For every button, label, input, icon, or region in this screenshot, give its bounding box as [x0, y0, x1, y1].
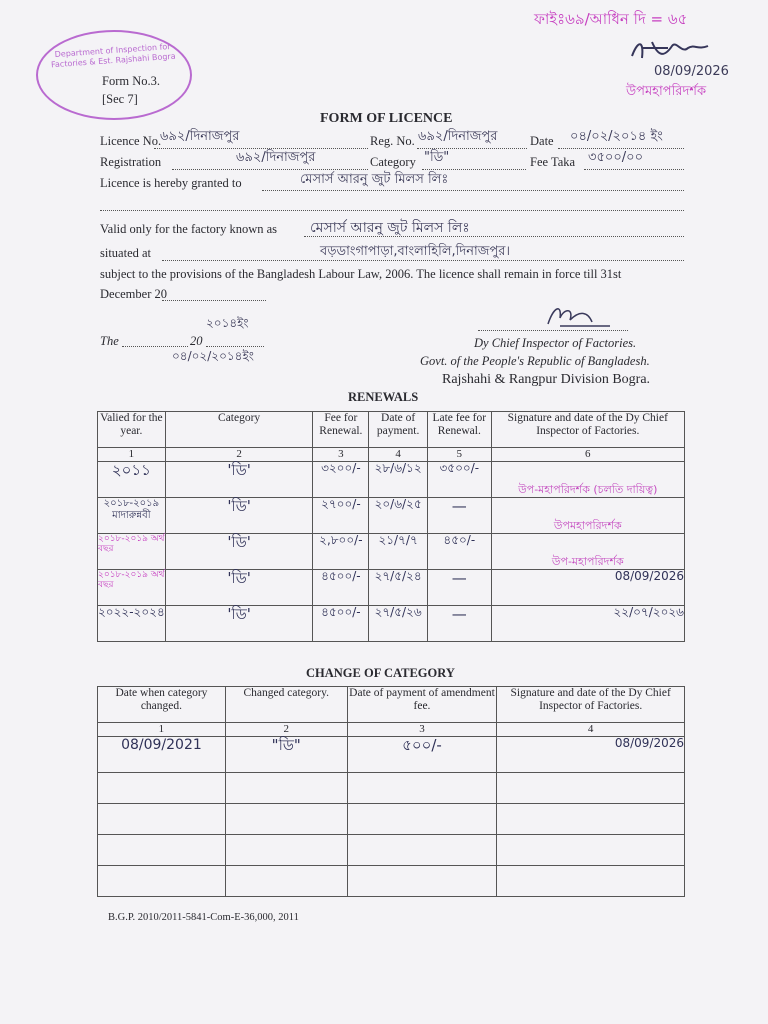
col-number: 6: [491, 448, 684, 462]
date-value: ০৪/০২/২০১৪ ইং: [570, 129, 663, 144]
renewal-signature: উপ-মহাপরিদর্শক: [491, 534, 684, 570]
change-table: [97, 686, 685, 897]
valid-value: মেসার্স আরনু জুট মিলস লিঃ: [310, 220, 470, 236]
renewal-date: ২৮/৬/১২: [369, 462, 428, 498]
fee-label: Fee Taka: [530, 155, 576, 169]
reg-label: Reg. No.: [370, 134, 415, 148]
registration-label: Registration: [100, 155, 162, 169]
table-row: [98, 866, 685, 897]
govt-line: Govt. of the People's Republic of Bangladesh.: [420, 354, 650, 368]
renewal-category: 'ডি': [165, 462, 313, 498]
change-date: 08/09/2021: [98, 737, 226, 773]
granted-value: মেসার্স আরনু জুট মিলস লিঃ: [300, 172, 449, 187]
renewal-category: 'ডি': [165, 570, 313, 606]
footer-print-code: B.G.P. 2010/2011-5841-Com-E-36,000, 2011: [108, 912, 299, 923]
col-header-year: Valied for the year.: [98, 412, 166, 448]
corner-signature: [628, 36, 718, 64]
renewal-date: ২০/৬/২৫: [369, 498, 428, 534]
renewal-late-fee: ৩৫০০/-: [428, 462, 492, 498]
the-20: 20: [190, 334, 203, 348]
col-number: 2: [165, 448, 313, 462]
department-stamp: Department of Inspection for Factories & Est. Rajshahi Bogra: [36, 30, 192, 120]
licence-label: Licence No.: [100, 134, 162, 148]
reg-value: ৬৯২/দিনাজপুর: [418, 129, 498, 144]
renewal-signature: উপ-মহাপরিদর্শক (চলতি দায়িত্ব): [491, 462, 684, 498]
table-row: [98, 835, 685, 866]
corner-note: ফাইঃ৬৯/আধিন দি = ৬৫: [534, 10, 688, 28]
col-header-payment-date: Date of payment of amendment fee.: [347, 687, 497, 723]
table-row: [98, 570, 685, 606]
col-number: 3: [313, 448, 369, 462]
renewal-year: ২০২২-২০২৪: [98, 606, 166, 642]
date-label: Date: [530, 134, 554, 148]
col-header-date: Date of payment.: [369, 412, 428, 448]
col-number: 1: [98, 448, 166, 462]
renewal-signature: 08/09/2026: [491, 570, 684, 606]
renewals-heading: RENEWALS: [348, 390, 419, 404]
col-number: 1: [98, 723, 226, 737]
division-line: Rajshahi & Rangpur Division Bogra.: [442, 372, 651, 387]
granted-label: Licence is hereby granted to: [100, 176, 242, 190]
col-header-fee: Fee for Renewal.: [313, 412, 369, 448]
form-title: FORM OF LICENCE: [320, 111, 453, 126]
december-text: December 20: [100, 287, 167, 301]
registration-value: ৬৯২/দিনাজপুর: [236, 150, 316, 165]
renewal-date: ২৭/৫/২৬: [369, 606, 428, 642]
table-row: [98, 737, 685, 773]
renewal-year: ২০১১: [98, 462, 166, 498]
col-header-late-fee: Late fee for Renewal.: [428, 412, 492, 448]
renewal-category: 'ডি': [165, 606, 313, 642]
change-payment: ৫০০/-: [347, 737, 497, 773]
table-row: [98, 606, 685, 642]
renewal-signature: ২২/০৭/২০২৬: [491, 606, 684, 642]
renewal-fee: ৩২০০/-: [313, 462, 369, 498]
category-label: Category: [370, 155, 416, 169]
dy-chief-signature: [540, 300, 620, 334]
renewals-header-row: [98, 412, 685, 448]
col-number: 4: [497, 723, 685, 737]
year-hand: ২০১৪ইং: [206, 316, 249, 330]
change-signature: 08/09/2026: [497, 737, 685, 773]
col-number: 3: [347, 723, 497, 737]
table-row: [98, 534, 685, 570]
renewal-year: ২০১৮-২০১৯ অর্থ বছর: [98, 534, 166, 570]
table-row: [98, 498, 685, 534]
col-number: 2: [225, 723, 347, 737]
renewal-fee: ৪৫০০/-: [313, 570, 369, 606]
col-header-changed-category: Changed category.: [225, 687, 347, 723]
fee-value: ৩৫০০/০০: [588, 150, 644, 165]
subject-text: subject to the provisions of the Bangladesh Labour Law, 2006. The licence shall remain in force till 31st: [100, 267, 622, 281]
renewal-category: 'ডি': [165, 534, 313, 570]
change-heading: CHANGE OF CATEGORY: [306, 666, 455, 680]
corner-designation: উপমহাপরিদর্শক: [626, 84, 707, 99]
renewal-fee: ৪৫০০/-: [313, 606, 369, 642]
renewal-year: ২০১৮-২০১৯ অর্থ বছর: [98, 570, 166, 606]
renewal-late-fee: —: [428, 606, 492, 642]
renewal-fee: ২,৮০০/-: [313, 534, 369, 570]
situated-label: situated at: [100, 246, 152, 260]
change-category: "ডি": [225, 737, 347, 773]
signature-line: Dy Chief Inspector of Factories.: [474, 336, 637, 350]
category-value: "ডি": [424, 150, 450, 165]
col-number: 4: [369, 448, 428, 462]
section-reference: [Sec 7]: [102, 92, 138, 106]
col-header-date-changed: Date when category changed.: [98, 687, 226, 723]
renewal-fee: ২৭০০/-: [313, 498, 369, 534]
change-number-row: [98, 723, 685, 737]
corner-signature-date: 08/09/2026: [654, 64, 729, 79]
table-row: [98, 804, 685, 835]
table-row: [98, 462, 685, 498]
table-row: [98, 773, 685, 804]
the-date-hand: ০৪/০২/২০১৪ইং: [172, 349, 254, 363]
valid-label: Valid only for the factory known as: [100, 222, 278, 236]
col-number: 5: [428, 448, 492, 462]
renewal-category: 'ডি': [165, 498, 313, 534]
form-number: Form No.3.: [102, 74, 160, 88]
change-header-row: [98, 687, 685, 723]
col-header-signature: Signature and date of the Dy Chief Inspector of Factories.: [497, 687, 685, 723]
renewal-year: ২০১৮-২০১৯ মাদারুন্নবী: [98, 498, 166, 534]
renewal-late-fee: —: [428, 498, 492, 534]
renewal-late-fee: ৪৫০/-: [428, 534, 492, 570]
renewals-number-row: [98, 448, 685, 462]
renewal-date: ২৭/৫/২৪: [369, 570, 428, 606]
situated-value: বড়ডাংগাপাড়া,বাংলাহিলি,দিনাজপুর।: [320, 244, 510, 259]
renewal-late-fee: —: [428, 570, 492, 606]
the-label: The: [100, 334, 119, 348]
renewals-table: [97, 411, 685, 642]
renewal-date: ২১/৭/৭: [369, 534, 428, 570]
col-header-signature: Signature and date of the Dy Chief Inspector of Factories.: [491, 412, 684, 448]
col-header-category: Category: [165, 412, 313, 448]
licence-value: ৬৯২/দিনাজপুর: [160, 129, 240, 144]
renewal-signature: উপমহাপরিদর্শক: [491, 498, 684, 534]
